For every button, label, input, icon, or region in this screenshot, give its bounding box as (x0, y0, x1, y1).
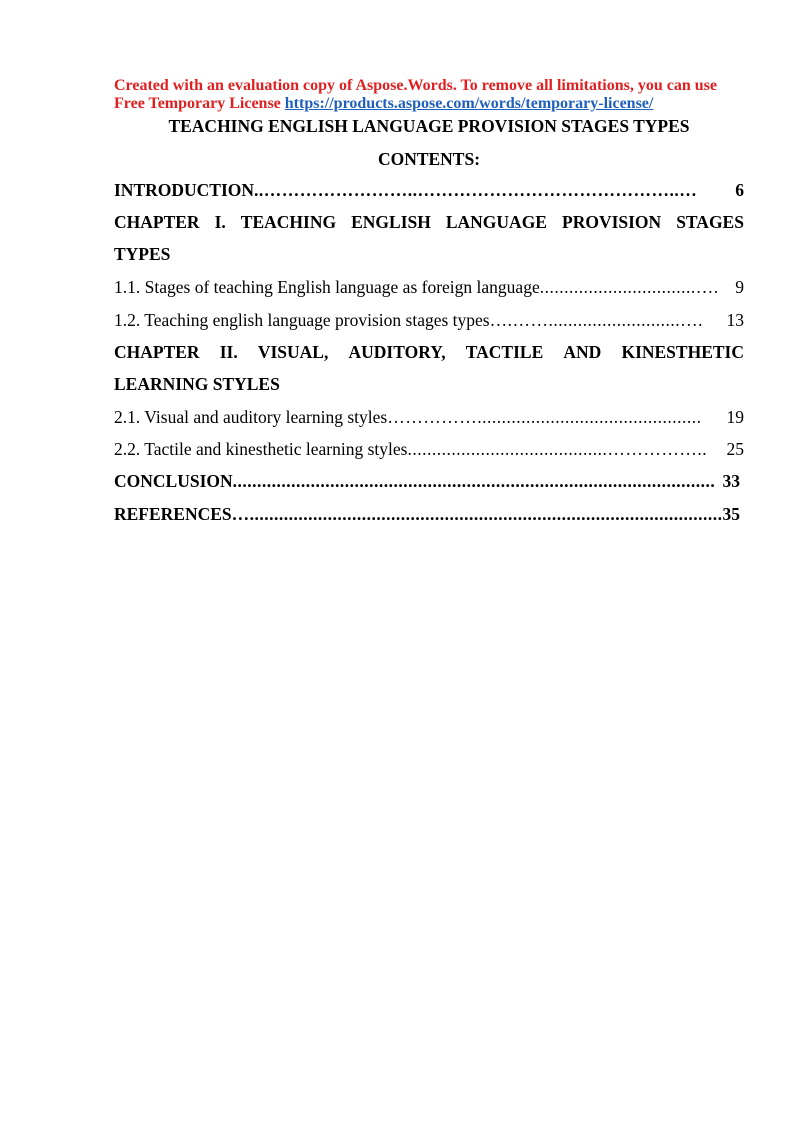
license-link[interactable]: https://products.aspose.com/words/temporary-license/ (284, 95, 654, 112)
chapter-word: ENGLISH (351, 212, 431, 232)
toc-entry-1-1[interactable] (114, 277, 744, 297)
toc-leader: .........................................…………….. (407, 439, 708, 459)
evaluation-banner (114, 77, 754, 113)
toc-leader: ..……………………..……………………………………..… (254, 180, 698, 200)
toc-leader: …................................................................................................. (231, 504, 723, 524)
chapter-word: PROVISION (562, 212, 662, 232)
chapter-word: AUDITORY, (348, 342, 446, 362)
toc-page-number: 13 (726, 310, 744, 330)
toc-entry-chapter-2[interactable] (114, 342, 744, 362)
chapter-1-heading-line-1 (114, 212, 744, 232)
chapter-word: II. (219, 342, 238, 362)
chapter-word: TACTILE (465, 342, 544, 362)
toc-page-number: 6 (735, 180, 744, 200)
toc-page-number: 9 (735, 277, 744, 297)
chapter-2-heading-line-1 (114, 342, 744, 362)
toc-page-number: 35 (722, 504, 740, 524)
toc-leader: ….……...........................…. (489, 310, 703, 330)
chapter-word: STAGES (676, 212, 744, 232)
toc-entry-references[interactable] (114, 504, 740, 524)
toc-entry-2-1[interactable] (114, 407, 744, 427)
toc-entry-2-2[interactable] (114, 439, 744, 459)
toc-page-number: 25 (726, 439, 744, 459)
toc-page-number: 19 (726, 407, 744, 427)
chapter-word: TEACHING (240, 212, 337, 232)
chapter-word: CHAPTER (114, 342, 200, 362)
toc-label: REFERENCES (114, 504, 232, 524)
contents-heading: CONTENTS: (377, 149, 481, 169)
toc-label: 2.2. Tactile and kinesthetic learning styles (114, 439, 408, 459)
toc-label: INTRODUCTION (114, 180, 255, 200)
banner-license-text: Free Temporary License (114, 95, 285, 112)
chapter-1-heading-line-2: TYPES (114, 244, 171, 264)
chapter-2-heading-line-2: LEARNING STYLES (114, 374, 280, 394)
document-title: TEACHING ENGLISH LANGUAGE PROVISION STAGES TYPES (168, 116, 690, 136)
chapter-word: I. (214, 212, 226, 232)
chapter-word: LANGUAGE (445, 212, 547, 232)
toc-leader: …………….............................................. (387, 407, 702, 427)
toc-label: CONCLUSION (114, 471, 233, 491)
toc-entry-conclusion[interactable] (114, 471, 740, 491)
toc-label: 2.1. Visual and auditory learning styles (114, 407, 388, 427)
toc-leader: ................................................................................................... (232, 471, 716, 491)
banner-line-2 (114, 95, 754, 113)
toc-entry-1-2[interactable] (114, 310, 744, 330)
toc-entry-chapter-1[interactable] (114, 212, 744, 232)
toc-page-number: 33 (722, 471, 740, 491)
chapter-word: KINESTHETIC (621, 342, 744, 362)
toc-leader: ................................…. (539, 277, 719, 297)
chapter-word: VISUAL, (257, 342, 329, 362)
toc-label: 1.2. Teaching english language provision stages types (114, 310, 490, 330)
chapter-word: AND (563, 342, 602, 362)
chapter-word: CHAPTER (114, 212, 200, 232)
toc-entry-introduction[interactable] (114, 180, 744, 200)
toc-label: 1.1. Stages of teaching English language as foreign language (114, 277, 540, 297)
banner-line-1: Created with an evaluation copy of Aspose.Words. To remove all limitations, you can use (114, 77, 717, 94)
